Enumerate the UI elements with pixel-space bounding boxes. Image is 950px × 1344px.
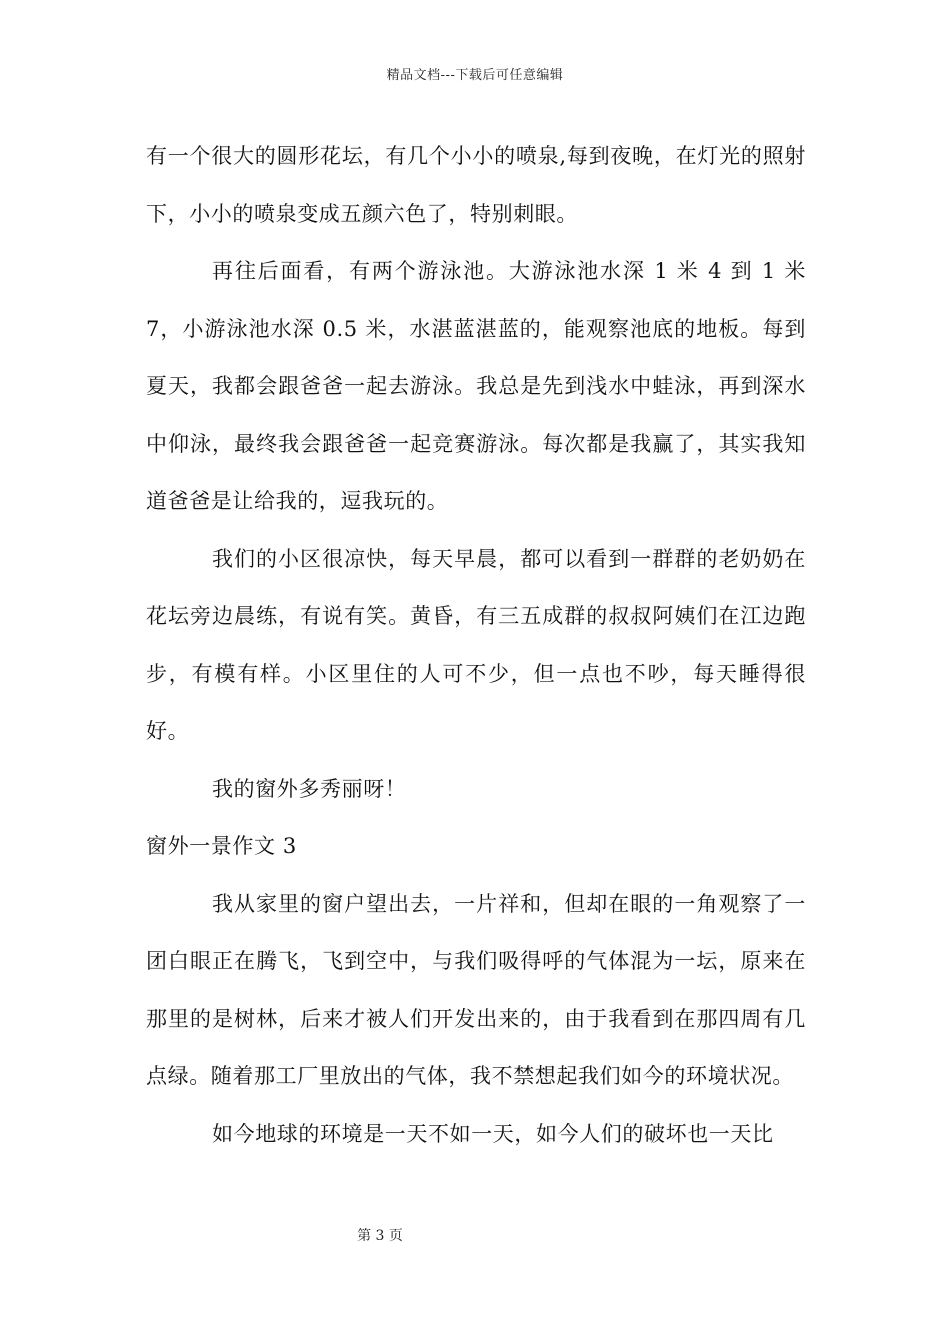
page-number: 第 3 页 <box>357 1228 403 1244</box>
document-body <box>146 128 806 1163</box>
paragraph-6: 如今地球的环境是一天不如一天，如今人们的破坏也一天比 <box>212 1121 774 1146</box>
section-heading: 窗外一景作文 3 <box>146 834 297 858</box>
page-header: 精品文档---下载后可任意编辑 <box>386 68 564 83</box>
paragraph-3: 我们的小区很凉快，每天早晨，都可以看到一群群的老奶奶在花坛旁边晨练，有说有笑。黄昏，有三五成群的叔叔阿姨们在江边跑步，有模有样。小区里住的人可不少，但一点也不吵，每天睡得很好。 <box>146 546 806 743</box>
paragraph-1: 有一个很大的圆形花坛，有几个小小的喷泉,每到夜晚，在灯光的照射下，小小的喷泉变成五颜六色了，特别刺眼。 <box>146 144 806 226</box>
paragraph-2: 再往后面看，有两个游泳池。大游泳池水深 1 米 4 到 1 米 7，小游泳池水深 0.5 米，水湛蓝湛蓝的，能观察池底的地板。每到夏天，我都会跟爸爸一起去游泳。我总是先到浅水中蛙泳，再到深水中仰泳，最终我会跟爸爸一起竞赛游泳。每次都是我赢了，其实我知道爸爸是让给我的，逗我玩的。 <box>146 259 806 513</box>
paragraph-4: 我的窗外多秀丽呀！ <box>212 776 407 801</box>
paragraph-5: 我从家里的窗户望出去，一片祥和，但却在眼的一角观察了一团白眼正在腾飞，飞到空中，与我们吸得呼的气体混为一坛，原来在那里的是树林，后来才被人们开发出来的，由于我看到在那四周有几点绿。随着那工厂里放出的气体，我不禁想起我们如今的环境状况。 <box>146 891 806 1088</box>
